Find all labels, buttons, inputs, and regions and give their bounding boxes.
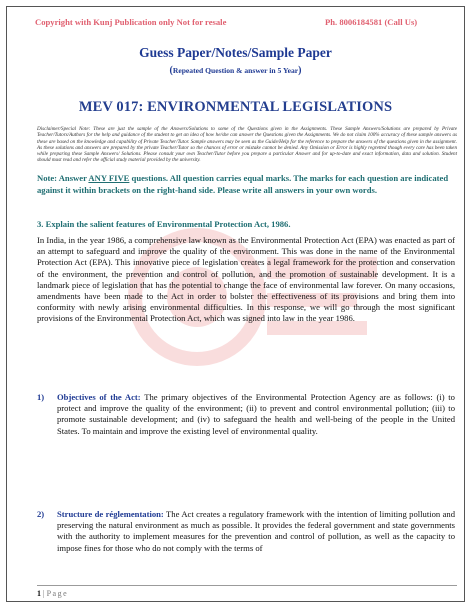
question-heading: 3. Explain the salient features of Environmental Protection Act, 1986. [37, 219, 291, 229]
document-title: Guess Paper/Notes/Sample Paper [139, 45, 332, 60]
answer-list-item [37, 509, 455, 554]
phone-number: Ph. 8006184581 (Call Us) [325, 17, 418, 27]
list-item-heading: Structure de réglementation: [57, 509, 164, 519]
page-number: 1 [37, 589, 41, 598]
list-item-text: The Act creates a regulatory framework with the intention of limiting pollution and preserving the natural environment as much as possible. It provides the federal government and state governments with the authority to implement measures for the prevention and control of pollution, as well as the capacity to impose fines for those who do not comply with the terms of [57, 509, 455, 553]
page-label: Page [46, 589, 69, 598]
answer-intro-paragraph: In India, in the year 1986, a comprehensive law known as the Environmental Protection Act (EPA) was enacted as part of an attempt to safeguard and improve the quality of the environment. This was done in the name of the Environmental Protection Act (EPA). This innovative piece of legislation creates a legal framework for the protection and conservation of the environment, the prevention and control of pollution, and the promotion of sustainable development. It is a landmark piece of legislation that has the potential to change the face of environmental law forever. On many occasions, amendments have been made to the Act in order to bolster the effectiveness of its provisions and bring them into conformity with newly arising environmental difficulties. In this response, we will go through the most significant provisions of the Environmental Protection Act, which was signed into law in the year 1986. [37, 235, 455, 324]
document-page [6, 6, 465, 602]
page-footer [37, 585, 457, 598]
copyright-banner [35, 17, 455, 27]
list-item-heading: Objectives of the Act: [57, 392, 141, 402]
list-item-number: 1) [37, 392, 45, 402]
footer-separator: | [41, 589, 47, 598]
note-emphasis: ANY FIVE [88, 173, 130, 183]
disclaimer-text: Disclaimer/Special Note: These are just the sample of the Answers/Solutions to some of the Questions given in the Assignments. These Sample Answers/Solutions are prepared by Private Teacher/Tutors/Authors for the help and guidance of the student to get an idea of how he/she can answer the Questions given the Assignments. We do not claim 100% accuracy of these sample answers as these are based on the knowledge and capability of Private Teacher/Tutor. Sample answers may be seen as the Guide/Help for the reference to prepare the answers of the questions given in the assignment. As these solutions and answers are prepared by the private Teacher/Tutor so the chances of error or mistake cannot be denied. Any Omission or Error is highly regretted though every care has been taken while preparing these Sample Answers/ Solutions. Please consult your own Teacher/Tutor before you prepare a particular Answer and for up-to-date and exact information, data and solution. Student should must read and refer the official study material provided by the university. [37, 126, 457, 164]
list-item-text: The primary objectives of the Environmental Protection Agency are as follows: (i) to protect and improve the quality of the environment; (ii) to prevent and control environmental pollution; (iii) to promote sustainable development; and (iv) to safeguard the health and well-being of the people in the United States. To maintain and improve the existing level of environmental quality. [57, 392, 455, 436]
document-subtitle: (Repeated Question & answer in 5 Year) [169, 65, 302, 76]
copyright-text: Copyright with Kunj Publication only Not for resale [35, 17, 227, 27]
list-item-number: 2) [37, 509, 45, 519]
instructions-note: Note: Answer ANY FIVE questions. All question carries equal marks. The marks for each question are indicated against it within brackets on the right-hand side. Please write all answers in your own words. [37, 173, 449, 195]
answer-list-item [37, 392, 455, 437]
course-title: MEV 017: ENVIRONMENTAL LEGISLATIONS [78, 99, 393, 115]
